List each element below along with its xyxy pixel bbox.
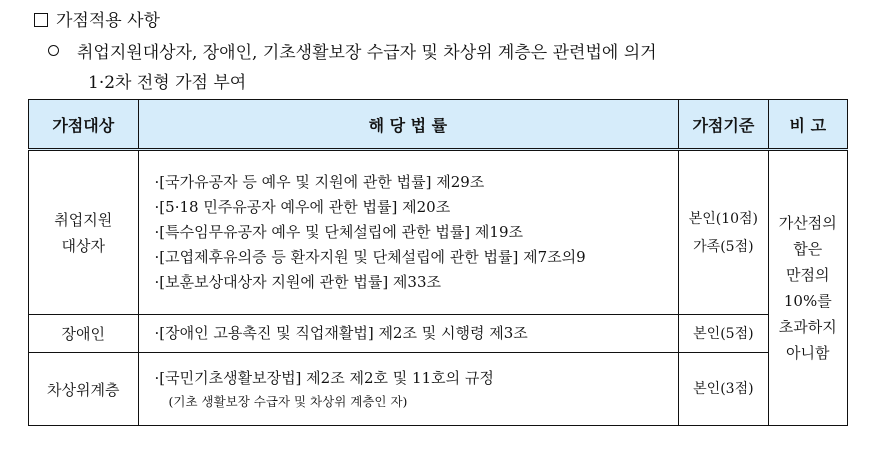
law-item: ·[장애인 고용촉진 및 직업재활법] 제2조 및 시행령 제3조 [154, 324, 528, 343]
section-heading-text: 가점적용 사항 [56, 11, 160, 31]
cell-target-low-income: 차상위계층 [29, 353, 139, 426]
cell-target-veterans [29, 150, 139, 315]
table-header-row [29, 100, 848, 150]
cell-laws-veterans [138, 150, 679, 315]
header-law: 해 당 법 률 [138, 100, 679, 150]
table-row-disabled [29, 314, 848, 352]
bullet-circle-icon [48, 45, 59, 56]
law-item: ·[고엽제후유의증 등 환자지원 및 단체설립에 관한 법률] 제7조의9 [154, 248, 586, 267]
basis-line: 본인(3점) [693, 381, 754, 398]
header-note: 비 고 [768, 100, 847, 150]
law-item: ·[특수임무유공자 예우 및 단체설립에 관한 법률] 제19조 [154, 223, 523, 242]
bullet-line-1 [48, 38, 657, 63]
bonus-points-table [28, 99, 848, 426]
cell-basis-low-income [679, 353, 768, 426]
law-item: ·[5·18 민주유공자 예우에 관한 법률] 제20조 [154, 198, 451, 217]
target-line: 대상자 [61, 236, 105, 255]
note-line: 10%를 [783, 292, 832, 311]
section-heading [34, 6, 160, 31]
target-line: 취업지원 [54, 210, 113, 229]
law-item: ·[국가유공자 등 예우 및 지원에 관한 법률] 제29조 [154, 173, 485, 192]
note-line: 초과하지 [778, 318, 837, 337]
cell-note [768, 150, 847, 426]
table-row-veterans [29, 150, 848, 315]
note-line: 아니함 [786, 344, 830, 363]
header-basis: 가점기준 [679, 100, 768, 150]
checkbox-square-icon [34, 13, 48, 27]
note-line: 가산점의 [778, 214, 837, 233]
law-item: ·[국민기초생활보장법] 제2조 제2호 및 11호의 규정 [154, 368, 494, 387]
law-subnote: (기초 생활보장 수급자 및 차상위 계층인 자) [168, 393, 408, 409]
header-target: 가점대상 [29, 100, 139, 150]
bullet-text-1: 취업지원대상자, 장애인, 기초생활보장 수급자 및 차상위 계층은 관련법에 의거 [77, 43, 657, 63]
law-item: ·[보훈보상대상자 지원에 관한 법률] 제33조 [154, 273, 442, 292]
note-line: 합은 [793, 240, 823, 259]
cell-laws-disabled [138, 314, 679, 352]
basis-line: 본인(5점) [693, 325, 754, 342]
bullet-line-2: 1·2차 전형 가점 부여 [88, 73, 247, 93]
basis-line: 가족(5점) [693, 238, 754, 255]
cell-basis-veterans [679, 150, 768, 315]
cell-target-disabled: 장애인 [29, 314, 139, 352]
cell-basis-disabled [679, 314, 768, 352]
note-line: 만점의 [786, 266, 830, 285]
table-row-low-income [29, 353, 848, 426]
cell-laws-low-income [138, 353, 679, 426]
basis-line: 본인(10점) [688, 210, 759, 227]
